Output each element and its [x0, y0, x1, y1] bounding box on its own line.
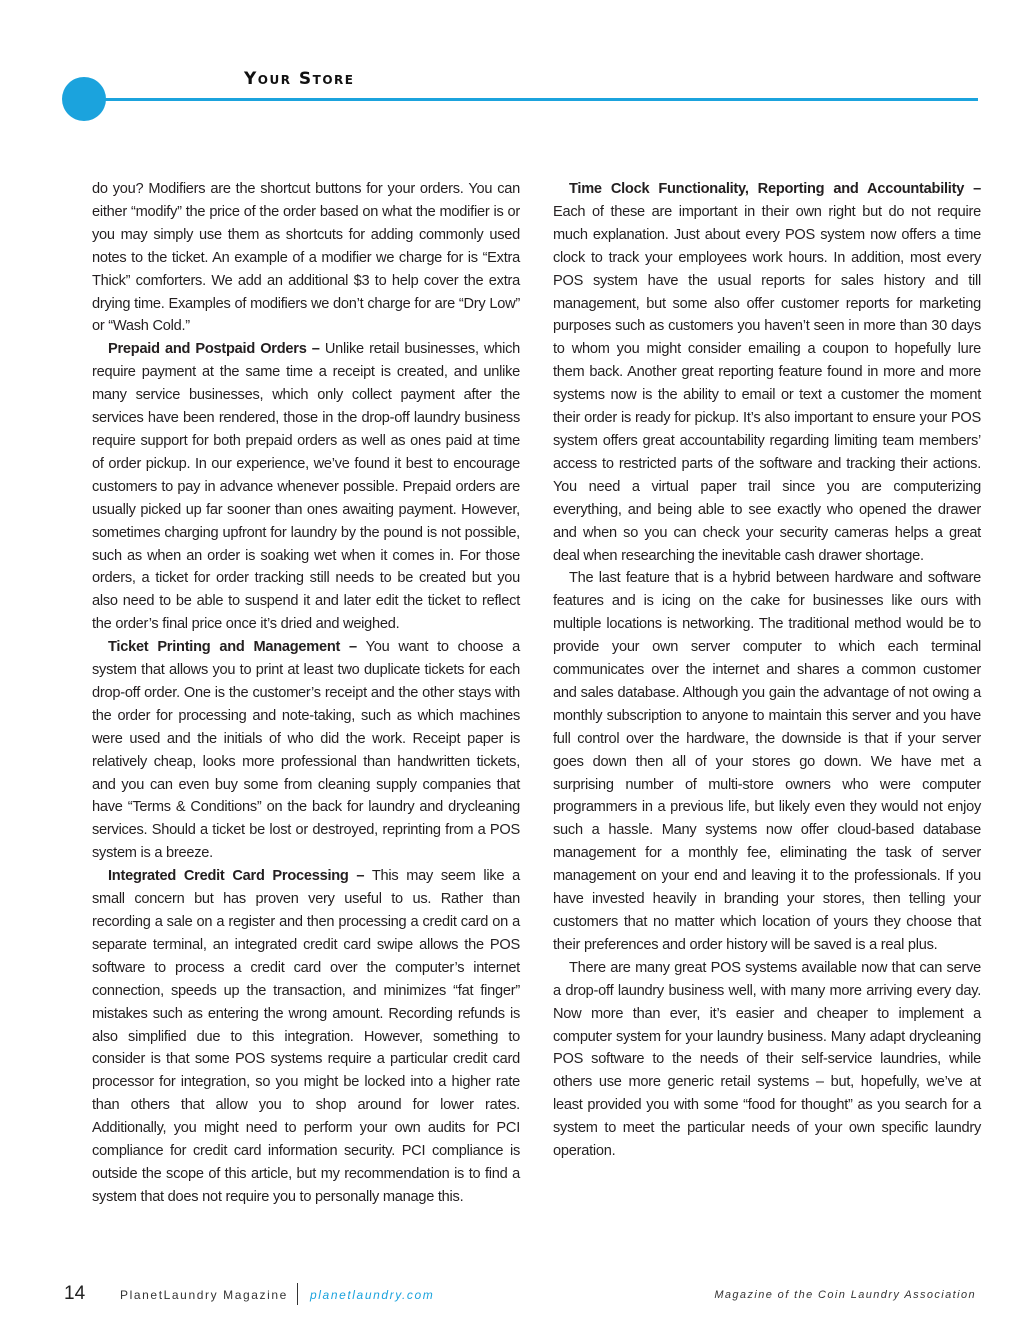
paragraph-modifiers: do you? Modifiers are the shortcut buttons for your orders. You can either “modify” the price of the order based on what the modifier is or you may simply use them as shortcuts for adding commonly used notes to the ticket. An example of a modifier we charge for is “Extra Thick” comforters. We add an additional $3 to help cover the extra drying time. Examples of modifiers we don’t charge for are “Dry Low” or “Wash Cold.”: [92, 181, 520, 335]
heading-prepaid-orders: Prepaid and Postpaid Orders –: [108, 341, 320, 358]
right-column: [553, 178, 981, 1163]
heading-time-clock: Time Clock Functionality, Reporting and Accountability –: [569, 181, 981, 197]
paragraph-credit-card: [92, 865, 520, 1209]
paragraph-time-clock: [553, 178, 981, 567]
paragraph-networking: The last feature that is a hybrid between hardware and software features and is icing on the cake for businesses like ours with multiple locations is networking. The traditional method would be to provide your own server computer to which each terminal communicates over the internet and shares a common customer and sales database. Although you gain the advantage of not owing a monthly subscription to anyone to maintain this server and you have full control over the hardware, the downside is that if your server goes down then all of your stores go down. We have met a surprising number of multi-store owners who were computer programmers in a previous life, but likely even they would not enjoy such a hassle. Many systems now offer cloud-based database management for a monthly fee, eliminating the task of server management on your end and leaving it to the professionals. If you have invested heavily in branding your stores, then telling your customers that no matter which location of yours they choose that their preferences and order history will be saved is a real plus.: [553, 570, 981, 953]
body-time-clock: Each of these are important in their own right but do not require much explanation. Just about every POS system now offers a time clock to track your employees work hours. In addition, most every POS system have the usual reports for sales history and till management, but some also offer customer reports for marketing purposes such as customers you haven’t seen in more than 30 days to whom you might consider emailing a coupon to hopefully lure them back. Another great reporting feature found in more and more systems now is the ability to email or text a customer the moment their order is ready for pickup. It’s also important to ensure your POS system offers great accountability regarding limiting team members’ access to restricted parts of the software and tracking their actions. You need a virtual paper trail since you are computerizing everything, and being able to see exactly who opened the drawer and when so you can check your security cameras helps a great deal when researching the inevitable cash drawer shortage.: [553, 203, 981, 564]
association-tagline: Magazine of the Coin Laundry Association: [714, 1289, 976, 1301]
body-prepaid-orders: Unlike retail businesses, which require payment at the same time a receipt is created, and unlike many service businesses, which only collect payment after the services have been rendered, those in the drop-off laundry business require support for both prepaid orders as well as ones paid at time of order pickup. In our experience, we’ve found it best to encourage customers to pay in advance whenever possible. Prepaid orders are usually picked up far sooner than ones awaiting payment. However, sometimes charging upfront for laundry by the pound is not possible, such as when an order is soaking wet when it comes in. For those orders, a ticket for order tracking still needs to be created but you also need to be able to suspend it and later edit the ticket to reflect the order’s final price once it’s dried and weighed.: [92, 341, 521, 633]
paragraph-conclusion: There are many great POS systems available now that can serve a drop-off laundry business well, with many more arriving every day. Now more than ever, it’s easier and cheaper to implement a computer system for your laundry business. Many adapt drycleaning POS software to the needs of their self-service laundries, while others use more generic retail systems – but, hopefully, we’ve at least provided you with some “food for thought” as you search for a system to meet the particular needs of your own specific laundry operation.: [553, 959, 981, 1160]
left-column: [92, 178, 520, 1209]
magazine-name: PlanetLaundry Magazine: [120, 1288, 288, 1302]
paragraph-ticket-printing: [92, 636, 520, 865]
heading-ticket-printing: Ticket Printing and Management –: [108, 639, 357, 656]
page-number: 14: [64, 1283, 86, 1304]
body-ticket-printing: You want to choose a system that allows you to print at least two duplicate tickets for each drop-off order. One is the customer’s receipt and the other stays with the order for processing and note-taking, such as which machines were used and the initials of who did the work. Receipt paper is relatively cheap, looks more professional than handwritten tickets, and you can even buy some from cleaning supply companies that have “Terms & Conditions” on the back for laundry and drycleaning services. Should a ticket be lost or destroyed, reprinting from a POS system is a breeze.: [92, 639, 520, 862]
paragraph-prepaid-orders: [92, 338, 520, 636]
header-rule: [100, 98, 978, 101]
magazine-url-link[interactable]: planetlaundry.com: [310, 1288, 435, 1302]
section-title: Your Store: [244, 69, 355, 89]
heading-credit-card: Integrated Credit Card Processing –: [108, 868, 365, 885]
footer-divider: [297, 1283, 298, 1305]
body-credit-card: This may seem like a small concern but has proven very useful to us. Rather than recording a sale on a register and then processing a credit card on a separate terminal, an integrated credit card swipe allows the POS software to process a credit card over the computer’s internet connection, speeds up the transaction, and minimizes “fat finger” mistakes such as entering the wrong amount. Recording refunds is also simplified due to this integration. However, something to consider is that some POS systems require a particular credit card processor for integration, so you might be locked into a higher rate than others that allow you to shop around for lower rates. Additionally, you might need to perform your own audits for PCI compliance for credit card information security. PCI compliance is outside the scope of this article, but my recommendation is to find a system that does not require you to personally manage this.: [92, 868, 520, 1205]
